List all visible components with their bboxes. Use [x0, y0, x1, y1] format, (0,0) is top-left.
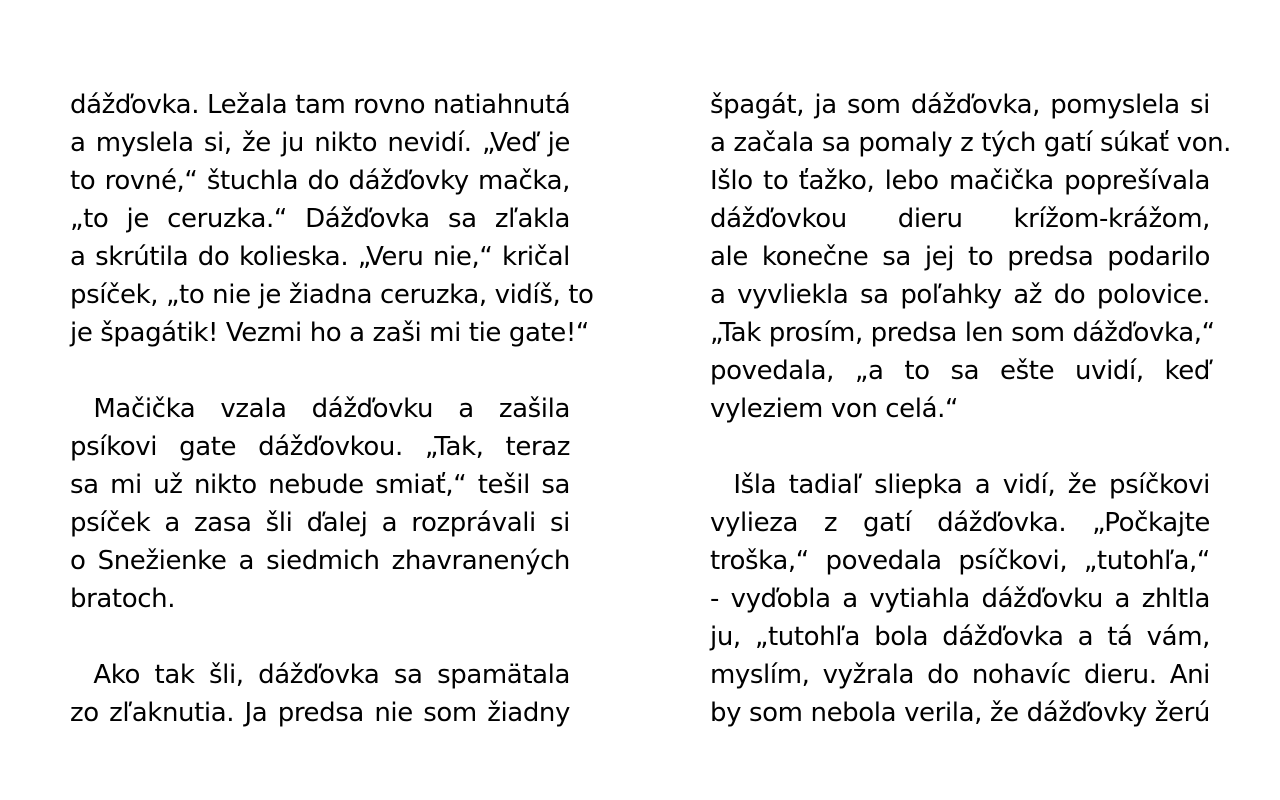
text-line: sa mi už nikto nebude smiať,“ tešil sa [70, 470, 570, 500]
text-line: a myslela si, že ju nikto nevidí. „Veď je [70, 128, 570, 158]
text-line: dážďovka. Ležala tam rovno natiahnutá [70, 90, 571, 120]
text-line: Mačička vzala dážďovku a zašila [93, 394, 570, 424]
text-line: - vyďobla a vytiahla dážďovku a zhltla [710, 584, 1210, 614]
paragraph [710, 86, 1232, 428]
right-page-text [710, 86, 1232, 732]
text-line: „to je ceruzka.“ Dážďovka sa zľakla [70, 204, 570, 234]
text-line: vylieza z gatí dážďovka. „Počkajte [710, 508, 1210, 538]
paragraph [70, 86, 594, 352]
text-line: psíček a zasa šli ďalej a rozprávali si [70, 508, 570, 538]
paragraph-gap [70, 352, 570, 390]
text-line: by som nebola verila, že dážďovky žerú [710, 698, 1210, 728]
text-line: o Snežienke a siedmich zhavranených [70, 546, 570, 576]
left-page-text [70, 86, 594, 732]
text-line: dážďovkou dieru krížom-krážom, [710, 204, 1210, 234]
paragraph-gap [70, 618, 570, 656]
text-line: ju, „tutohľa bola dážďovka a tá vám, [710, 622, 1210, 652]
text-line: a vyvliekla sa poľahky až do polovice. [710, 280, 1210, 310]
text-line: myslím, vyžrala do nohavíc dieru. Ani [710, 660, 1210, 690]
text-line: Išla tadiaľ sliepka a vidí, že psíčkovi [733, 470, 1210, 500]
text-line: zo zľaknutia. Ja predsa nie som žiadny [70, 698, 570, 728]
text-line: „Tak prosím, predsa len som dážďovka,“ [710, 318, 1215, 348]
paragraph [70, 390, 570, 618]
text-line: psíkovi gate dážďovkou. „Tak, teraz [70, 432, 570, 462]
text-line: Ako tak šli, dážďovka sa spamätala [93, 660, 570, 690]
paragraph-gap [710, 428, 1210, 466]
text-line: troška,“ povedala psíčkovi, „tutohľa,“ [710, 546, 1210, 576]
text-line: špagát, ja som dážďovka, pomyslela si [710, 90, 1210, 120]
text-line: a začala sa pomaly z tých gatí súkať von. [710, 128, 1232, 158]
text-line: psíček, „to nie je žiadna ceruzka, vidíš, to [70, 280, 594, 310]
paragraph [710, 466, 1210, 732]
text-line: bratoch. [70, 584, 176, 614]
text-line: vyleziem von celá.“ [710, 394, 959, 424]
text-line: a skrútila do kolieska. „Veru nie,“ kričal [70, 242, 570, 272]
paragraph [70, 656, 570, 732]
text-line: to rovné,“ štuchla do dážďovky mačka, [70, 166, 570, 196]
text-line: Išlo to ťažko, lebo mačička poprešívala [710, 166, 1210, 196]
text-line: ale konečne sa jej to predsa podarilo [710, 242, 1210, 272]
text-line: povedala, „a to sa ešte uvidí, keď [710, 356, 1210, 386]
text-line: je špagátik! Vezmi ho a zaši mi tie gate!“ [70, 318, 589, 348]
